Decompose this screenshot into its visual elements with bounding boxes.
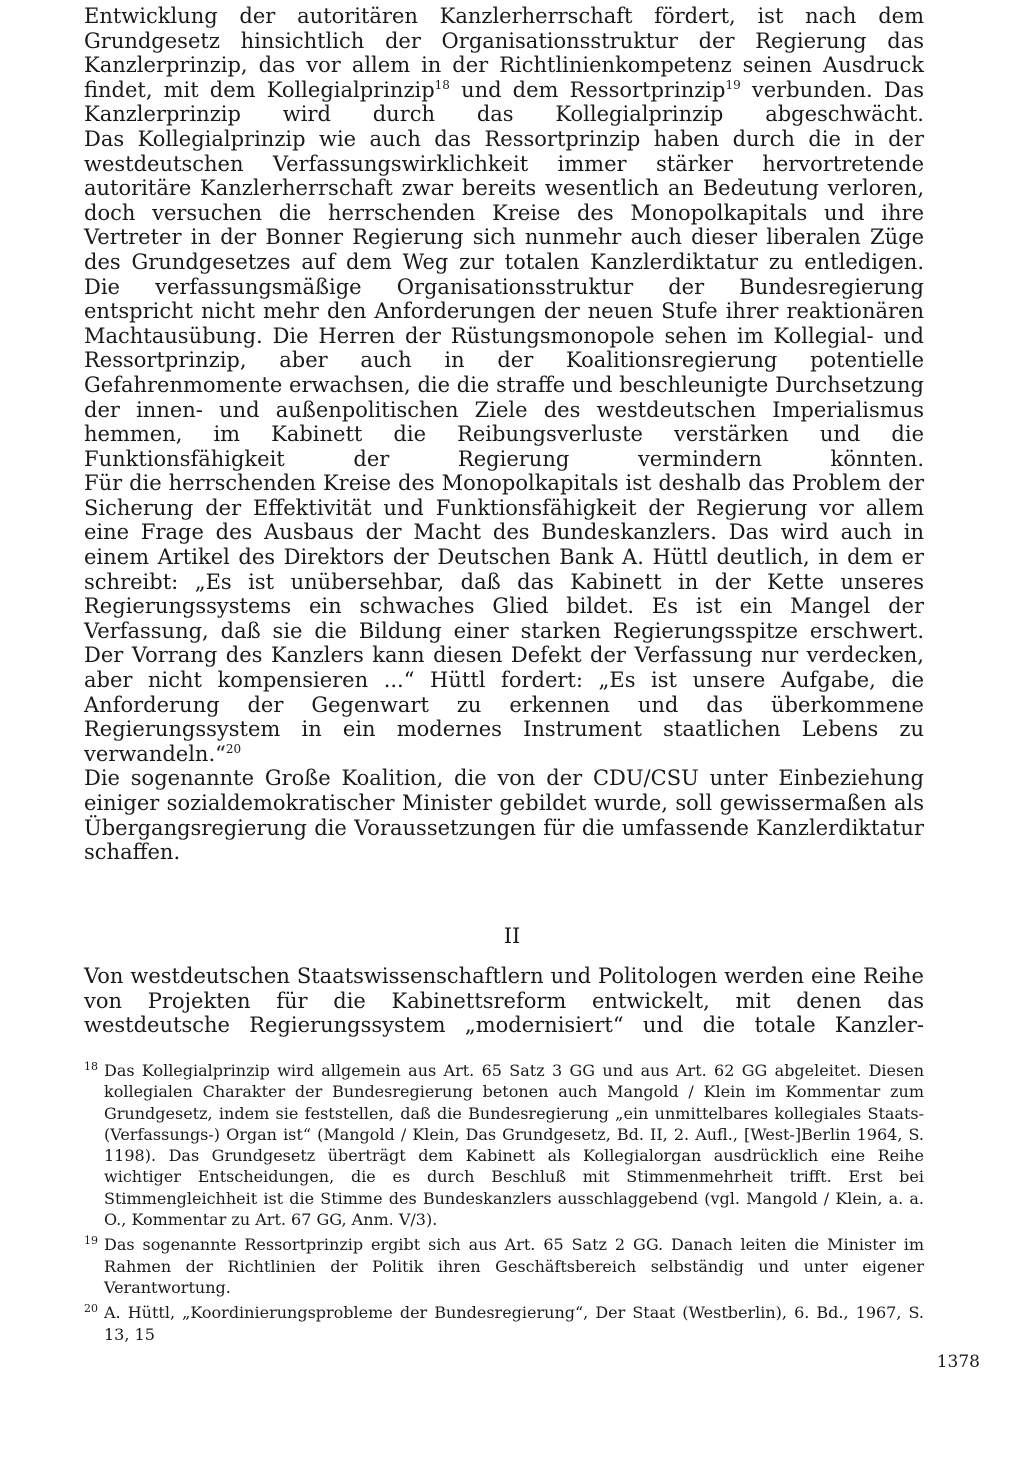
footnote-ref-19: 19 — [725, 77, 741, 92]
footnote-19 — [84, 1234, 924, 1298]
paragraph-1: Entwicklung der autoritären Kanzlerherrschaft fördert, ist nach dem Grundgesetz hinsichtlich der Organisationsstruktur der Regierung das Kanzlerprinzip, das vor allem in der Richtlinienkompetenz seinen Ausdruck findet, mit dem Kollegialprinzip$^{18}$ und dem Ressortprinzip$^{19}$ verbunden. Das Kanzlerprinzip wird durch das Kollegialprinzip abgeschwächt. — [84, 4, 924, 127]
paragraph-5: Die sogenannte Große Koalition, die von der CDU/CSU unter Einbeziehung einiger sozialdemokratischer Minister gebildet wurde, soll gewissermaßen als Übergangsregierung die Voraussetzungen für die umfassende Kanzlerdiktatur schaffen. — [84, 766, 924, 865]
footnote-ref-18: 18 — [434, 77, 450, 92]
footnote-number: 20 — [84, 1302, 98, 1316]
footnote-20 — [84, 1302, 924, 1345]
paragraph-3: Die verfassungsmäßige Organisationsstruktur der Bundesregierung entspricht nicht mehr den Anforderungen der neuen Stufe ihrer reaktionären Machtausübung. Die Herren der Rüstungsmonopole sehen im Kollegial- und Ressortprinzip, aber auch in der Koalitionsregierung potentielle Gefahrenmomente erwachsen, die die straffe und beschleunigte Durchsetzung der innen- und außenpolitischen Ziele des westdeutschen Imperialismus hemmen, im Kabinett die Reibungsverluste verstärken und die Funktionsfähigkeit der Regierung vermindern könnten. — [84, 274, 924, 471]
footnotes — [84, 1060, 924, 1349]
paragraph-section-2: Von westdeutschen Staatswissenschaftlern und Politologen werden eine Reihe von Projekten für die Kabinettsreform entwickelt, mit denen das westdeutsche Regierungssystem „modernisiert“ und die totale Kanzler- — [84, 964, 924, 1038]
page-number: 1378 — [936, 1352, 980, 1372]
footnote-number: 19 — [84, 1234, 98, 1248]
section-2-text — [84, 964, 924, 1038]
footnote-number: 18 — [84, 1060, 98, 1073]
footnote-text: Das Kollegialprinzip wird allgemein aus Art. 65 Satz 3 GG und aus Art. 62 GG abgeleitet. Diesen kollegialen Charakter der Bundesregierung betonen auch Mangold / Klein im Kommentar zum Grundgesetz, indem sie feststellen, daß die Bundesregierung „ein unmittelbares kollegiales Staats- (Verfassungs-) Organ ist“ (Mangold / Klein, Das Grundgesetz, Bd. II, 2. Aufl., [West-]Berlin 1964, S. 1198). Das Grundgesetz überträgt dem Kabinett als Kollegialorgan ausdrücklich eine Reihe wichtiger Entscheidungen, die es durch Beschluß mit Stimmenmehrheit trifft. Erst bei Stimmengleichheit ist die Stimme des Bundeskanzlers ausschlaggebend (vgl. Mangold / Klein, a. a. O., Kommentar zu Art. 67 GG, Anm. V/3). — [104, 1061, 924, 1230]
paragraph-4: Für die herrschenden Kreise des Monopolkapitals ist deshalb das Problem der Sicherung der Effektivität und Funktionsfähigkeit der Regierung vor allem eine Frage des Ausbaus der Macht des Bundeskanzlers. Das wird auch in einem Artikel des Direktors der Deutschen Bank A. Hüttl deutlich, in dem er schreibt: „Es ist unübersehbar, daß das Kabinett in der Kette unseres Regierungssystems ein schwaches Glied bildet. Es ist ein Mangel der Verfassung, daß sie die Bildung einer starken Regierungsspitze erschwert. Der Vorrang des Kanzlers kann diesen Defekt der Verfassung nur verdecken, aber nicht kompensieren ...“ Hüttl fordert: „Es ist unsere Aufgabe, die Anforderung der Gegenwart zu erkennen und das überkommene Regierungssystem in ein modernes Instrument staatlichen Lebens zu verwandeln.“$^{20}$ — [84, 471, 924, 766]
main-text — [84, 4, 924, 865]
footnote-text: A. Hüttl, „Koordinierungsprobleme der Bundesregierung“, Der Staat (Westberlin), 6. Bd., 1967, S. 13, 15 — [104, 1303, 924, 1344]
paragraph-2: Das Kollegialprinzip wie auch das Ressortprinzip haben durch die in der westdeutschen Verfassungswirklichkeit immer stärker hervortretende autoritäre Kanzlerherrschaft zwar bereits wesentlich an Bedeutung verloren, doch versuchen die herrschenden Kreise des Monopolkapitals und ihre Vertreter in der Bonner Regierung sich nunmehr auch dieser liberalen Züge des Grundgesetzes auf dem Weg zur totalen Kanzlerdiktatur zu entledigen. — [84, 126, 924, 274]
section-heading: II — [503, 924, 521, 948]
footnote-18 — [84, 1060, 924, 1230]
footnote-ref-20: 20 — [225, 741, 242, 756]
footnote-text: Das sogenannte Ressortprinzip ergibt sich aus Art. 65 Satz 2 GG. Danach leiten die Minister im Rahmen der Richtlinien der Politik ihren Geschäftsbereich selbständig und unter eigener Verantwortung. — [104, 1235, 924, 1297]
